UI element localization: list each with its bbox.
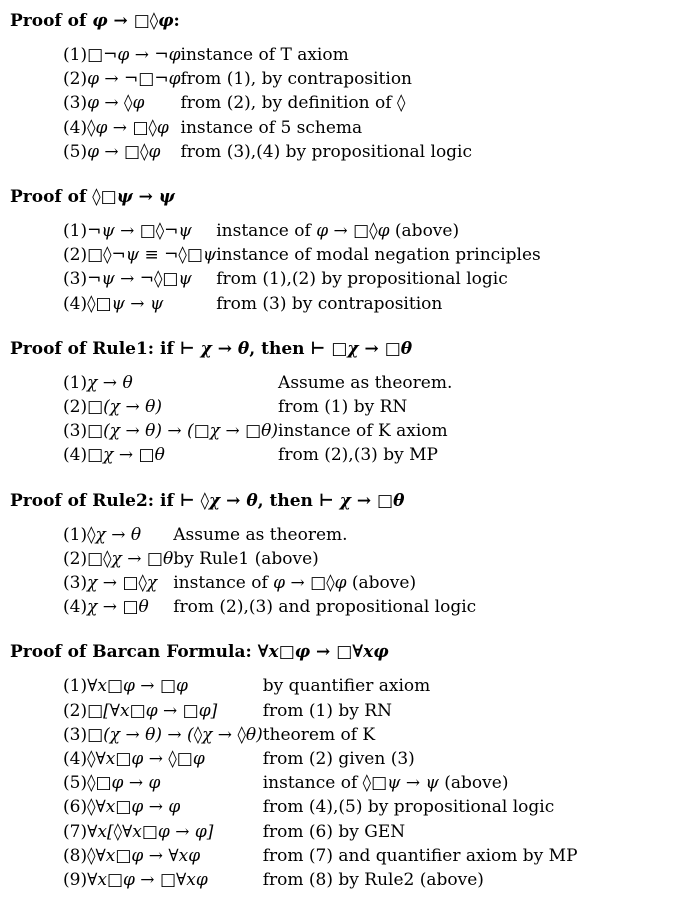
step-number: (1) bbox=[63, 221, 88, 242]
proof-step-row bbox=[63, 443, 452, 467]
step-justification bbox=[216, 219, 541, 243]
step-formula: φ → ◊φ bbox=[87, 93, 145, 114]
step-formula: ∀x□φ → □∀xφ bbox=[87, 870, 208, 891]
step-number: (4) bbox=[63, 445, 88, 466]
proof-steps-table bbox=[63, 523, 476, 620]
text-segment: instance of bbox=[173, 573, 274, 594]
step-justification bbox=[216, 267, 541, 291]
step-justification bbox=[263, 868, 578, 892]
step-formula: χ → □θ bbox=[87, 597, 149, 618]
step-justification bbox=[181, 116, 473, 140]
step-number: (7) bbox=[63, 821, 88, 842]
proof-step-row bbox=[63, 844, 578, 868]
step-formula: ∀x[◊∀x□φ → φ] bbox=[87, 821, 214, 842]
step-justification bbox=[263, 747, 578, 771]
math-segment: ⊢ χ → □θ bbox=[318, 490, 405, 511]
proof-step-row bbox=[63, 371, 452, 395]
text-segment: from (1) by RN bbox=[278, 397, 408, 418]
proof-step-row bbox=[63, 140, 472, 164]
text-segment: theorem of K bbox=[262, 724, 376, 745]
text-segment: from (2), by definition of bbox=[180, 93, 397, 114]
math-segment: ∀x□φ → □∀xφ bbox=[257, 642, 389, 663]
step-justification bbox=[181, 140, 473, 164]
text-segment: Proof of Rule1: if bbox=[10, 338, 180, 359]
step-justification bbox=[173, 547, 476, 571]
step-number: (3) bbox=[63, 724, 88, 745]
text-segment: , then bbox=[257, 490, 319, 511]
step-justification bbox=[181, 43, 473, 67]
text-segment: Proof of Rule2: if bbox=[10, 490, 180, 511]
text-segment: instance of bbox=[262, 773, 363, 794]
step-formula: ¬ψ → ¬◊□ψ bbox=[87, 269, 192, 290]
proof-step-row bbox=[63, 116, 472, 140]
proof-title bbox=[10, 10, 671, 32]
text-segment: by Rule1 (above) bbox=[173, 548, 319, 569]
proof-step-row bbox=[63, 674, 578, 698]
proof-step-row bbox=[63, 747, 578, 771]
step-formula: ∀x□φ → □φ bbox=[87, 676, 188, 697]
text-segment: by quantifier axiom bbox=[262, 676, 431, 697]
proof-title bbox=[10, 641, 671, 663]
step-number: (2) bbox=[63, 700, 88, 721]
proof-step-row bbox=[63, 292, 541, 316]
proof-step-row bbox=[63, 43, 472, 67]
text-segment: (above) bbox=[389, 221, 460, 242]
step-number: (4) bbox=[63, 117, 88, 138]
proof-step-row bbox=[63, 820, 578, 844]
text-segment: from (8) by Rule2 (above) bbox=[262, 870, 484, 891]
text-segment: instance of modal negation principles bbox=[216, 245, 541, 266]
text-segment: from (3) by contraposition bbox=[216, 293, 443, 314]
step-formula: ◊∀x□φ → ◊□φ bbox=[87, 749, 205, 770]
step-number: (1) bbox=[63, 372, 88, 393]
proof-step-row bbox=[63, 771, 578, 795]
text-segment: from (1), by contraposition bbox=[180, 69, 412, 90]
step-justification bbox=[263, 723, 578, 747]
text-segment: Assume as theorem. bbox=[278, 372, 453, 393]
step-formula: χ → θ bbox=[87, 372, 133, 393]
text-segment: from (2),(3) and propositional logic bbox=[173, 597, 477, 618]
step-formula: □(χ → θ) → (□χ → □θ) bbox=[87, 421, 279, 442]
math-segment: φ → □◊φ bbox=[92, 11, 174, 31]
proof-step-row bbox=[63, 91, 472, 115]
step-number: (3) bbox=[63, 93, 88, 114]
step-formula: ◊∀x□φ → ∀xφ bbox=[87, 845, 201, 866]
step-formula: φ → □◊φ bbox=[87, 141, 161, 162]
step-justification bbox=[263, 699, 578, 723]
text-segment: from (1) by RN bbox=[262, 700, 392, 721]
step-justification bbox=[173, 571, 476, 595]
step-number: (4) bbox=[63, 749, 88, 770]
step-formula: □¬φ → ¬φ bbox=[87, 45, 181, 65]
text-segment: from (2),(3) by MP bbox=[278, 445, 438, 466]
proof-steps-table bbox=[63, 674, 578, 892]
proof-section-2 bbox=[10, 186, 671, 316]
step-number: (3) bbox=[63, 421, 88, 442]
text-segment: Proof of bbox=[10, 187, 93, 208]
step-number: (2) bbox=[63, 69, 88, 90]
step-justification bbox=[263, 795, 578, 819]
math-segment: ⊢ χ → θ bbox=[179, 338, 250, 359]
proof-section-3 bbox=[10, 338, 671, 468]
step-justification bbox=[216, 243, 541, 267]
step-number: (4) bbox=[63, 597, 88, 618]
proof-step-row bbox=[63, 595, 476, 619]
step-justification bbox=[263, 674, 578, 698]
proof-step-row bbox=[63, 795, 578, 819]
text-segment: from (1),(2) by propositional logic bbox=[216, 269, 508, 290]
proof-steps-table bbox=[63, 219, 541, 316]
proof-title bbox=[10, 186, 671, 208]
text-segment: from (6) by GEN bbox=[262, 821, 406, 842]
step-number: (4) bbox=[63, 293, 88, 314]
proof-step-row bbox=[63, 267, 541, 291]
step-number: (5) bbox=[63, 141, 88, 162]
step-justification bbox=[263, 771, 578, 795]
proof-step-row bbox=[63, 571, 476, 595]
step-number: (5) bbox=[63, 773, 88, 794]
text-segment: instance of bbox=[216, 221, 317, 242]
step-formula: □(χ → θ) bbox=[87, 397, 163, 418]
step-justification bbox=[173, 595, 476, 619]
math-segment: ◊□ψ → ψ bbox=[362, 773, 439, 794]
text-segment: (above) bbox=[438, 773, 509, 794]
proof-step-row bbox=[63, 868, 578, 892]
step-number: (1) bbox=[63, 676, 88, 697]
math-segment: ◊ bbox=[396, 93, 406, 114]
step-justification bbox=[263, 844, 578, 868]
step-number: (2) bbox=[63, 397, 88, 418]
step-number: (6) bbox=[63, 797, 88, 818]
step-formula: φ → ¬□¬φ bbox=[87, 69, 181, 90]
step-formula: ◊χ → θ bbox=[87, 524, 142, 545]
step-justification bbox=[278, 371, 452, 395]
step-number: (3) bbox=[63, 269, 88, 290]
step-number: (3) bbox=[63, 573, 88, 594]
step-formula: □◊χ → □θ bbox=[87, 548, 174, 569]
step-formula: ◊φ → □◊φ bbox=[87, 117, 169, 138]
step-number: (2) bbox=[63, 245, 88, 266]
proof-step-row bbox=[63, 419, 452, 443]
step-justification bbox=[216, 292, 541, 316]
step-justification bbox=[173, 523, 476, 547]
proof-section-5 bbox=[10, 641, 671, 892]
step-formula: ◊□ψ → ψ bbox=[87, 293, 164, 314]
step-formula: □(χ → θ) → (◊χ → ◊θ) bbox=[87, 724, 263, 745]
proof-step-row bbox=[63, 67, 472, 91]
step-justification bbox=[181, 91, 473, 115]
step-formula: □[∀x□φ → □φ] bbox=[87, 700, 218, 721]
proof-step-row bbox=[63, 699, 578, 723]
step-number: (2) bbox=[63, 548, 88, 569]
proof-section-4 bbox=[10, 490, 671, 620]
text-segment: from (2) given (3) bbox=[262, 749, 415, 770]
math-segment: ⊢ □χ → □θ bbox=[310, 338, 413, 359]
proof-title bbox=[10, 490, 671, 512]
proof-step-row bbox=[63, 523, 476, 547]
proof-steps-table bbox=[63, 371, 452, 468]
text-segment: instance of 5 schema bbox=[180, 117, 363, 138]
text-segment: from (7) and quantifier axiom by MP bbox=[262, 845, 578, 866]
step-formula: ◊∀x□φ → φ bbox=[87, 797, 181, 818]
step-formula: □◊¬ψ ≡ ¬◊□ψ bbox=[87, 245, 217, 266]
step-justification bbox=[278, 443, 452, 467]
text-segment: Assume as theorem. bbox=[173, 524, 348, 545]
proof-steps-table bbox=[63, 43, 472, 164]
text-segment: : bbox=[173, 11, 180, 31]
step-number: (9) bbox=[63, 870, 88, 891]
step-justification bbox=[278, 419, 452, 443]
text-segment: Proof of bbox=[10, 11, 93, 31]
step-number: (1) bbox=[63, 45, 88, 65]
proof-step-row bbox=[63, 219, 541, 243]
math-segment: φ → □◊φ bbox=[316, 221, 390, 242]
text-segment: from (4),(5) by propositional logic bbox=[262, 797, 555, 818]
text-segment: , then bbox=[249, 338, 311, 359]
proof-step-row bbox=[63, 723, 578, 747]
step-formula: ¬ψ → □◊¬ψ bbox=[87, 221, 192, 242]
proof-step-row bbox=[63, 547, 476, 571]
proof-title bbox=[10, 338, 671, 360]
step-number: (1) bbox=[63, 524, 88, 545]
proof-section-1 bbox=[10, 10, 671, 164]
text-segment: from (3),(4) by propositional logic bbox=[180, 141, 473, 162]
math-segment: ⊢ ◊χ → θ bbox=[179, 490, 258, 511]
step-justification bbox=[278, 395, 452, 419]
text-segment: Proof of Barcan Formula: bbox=[10, 642, 258, 663]
step-formula: χ → □◊χ bbox=[87, 573, 158, 594]
text-segment: instance of K axiom bbox=[278, 421, 448, 442]
text-segment: (above) bbox=[346, 573, 417, 594]
step-justification bbox=[181, 67, 473, 91]
step-formula: □χ → □θ bbox=[87, 445, 165, 466]
step-formula: ◊□φ → φ bbox=[87, 773, 161, 794]
step-number: (8) bbox=[63, 845, 88, 866]
proof-step-row bbox=[63, 243, 541, 267]
math-segment: φ → □◊φ bbox=[273, 573, 347, 594]
step-justification bbox=[263, 820, 578, 844]
proof-step-row bbox=[63, 395, 452, 419]
text-segment: instance of T axiom bbox=[180, 45, 349, 65]
math-segment: ◊□ψ → ψ bbox=[92, 187, 175, 208]
